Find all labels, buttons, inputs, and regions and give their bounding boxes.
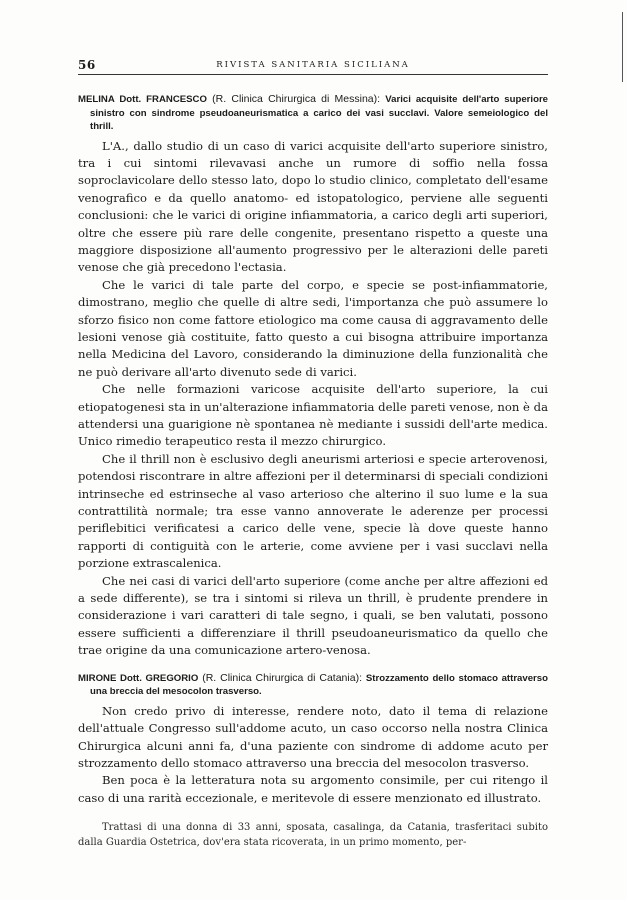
case-note: Trattasi di una donna di 33 anni, sposata, casalinga, da Catania, trasferitaci subito dalla Guardia Ostetrica, dov'era stata ricoverata, in un primo momento, per- [78,822,548,848]
running-head [78,58,548,75]
body-paragraph: Ben poca è la letteratura nota su argomento consimile, per cui ritengo il caso di una rarità eccezionale, e meritevole di essere menzionato ed illustrato. [78,773,548,805]
entry-author: MELINA Dott. FRANCESCO [78,94,207,105]
journal-page [78,58,548,850]
body-paragraph: Non credo privo di interesse, rendere noto, dato il tema di relazione dell'attuale Congresso sull'addome acuto, un caso occorso nella nostra Clinica Chirurgica alcuni anni fa, d'una paziente con sindrome di addome acuto per strozzamento dello stomaco attraverso una breccia del mesocolon trasverso. [78,703,548,770]
abstract-entry-mirone [78,672,548,807]
body-paragraph: Che le varici di tale parte del corpo, e specie se post-infiammatorie, dimostrano, meglio che quelle di altre sedi, l'importanza che può assumere lo sforzo fisico non come fattore etiologico ma come causa di aggravamento delle lesioni venose già costituite, fatto questo a cui bisogna attribuire importanza nella Medicina del Lavoro, considerando la diminuzione della funzionalità che ne può derivare all'arto divenuto sede di varici. [78,277,548,379]
body-paragraph: Che nei casi di varici dell'arto superiore (come anche per altre affezioni ed a sede differente), se tra i sintomi si rileva un thrill, è prudente prendere in considerazione i vari caratteri di tale segno, i quali, se ben valutati, possono essere sufficienti a differenziare il thrill pseudoaneurismatico da quello che trae origine da una comunicazione artero-venosa. [78,573,548,658]
journal-title: RIVISTA SANITARIA SICILIANA [216,60,410,70]
entry-affiliation: (R. Clinica Chirurgica di Catania): [198,671,366,684]
page-number: 56 [78,58,96,72]
entry-heading [78,93,548,134]
entry-heading [78,672,548,699]
entry-title: Varici acquisite dell'arto superiore sinistro con sindrome pseudoaneurismatica a carico dei vasi succlavi. Valore semeiologico del thrill. [90,94,549,132]
scan-edge-mark [622,12,623,82]
entry-author: MIRONE Dott. GREGORIO [78,672,199,684]
entry-affiliation: (R. Clinica Chirurgica di Messina): [206,93,386,105]
body-paragraph: Che il thrill non è esclusivo degli aneurismi arteriosi e specie arterovenosi, potendosi riscontrare in altre affezioni per il determinarsi di speciali condizioni intrinseche ed estrinseche al vaso arterioso che alterino il suo lume e la sua contrattilità normale; tra esse vanno annoverate le aderenze per processi periflebitici verificatesi a carico delle vene, specie là dove queste hanno rapporti di contiguità con le arterie, come avviene per i vasi succlavi nella porzione extrascalenica. [78,451,548,571]
entry-title: Strozzamento dello stomaco attraverso una breccia del mesocolon trasverso. [90,672,548,698]
body-paragraph: Che nelle formazioni varicose acquisite dell'arto superiore, la cui etiopatogenesi sta in un'alterazione infiammatoria delle pareti venose, non è da attendersi una guarigione nè spontanea nè mediante i sussidi dell'arte medica. Unico rimedio terapeutico resta il mezzo chirurgico. [78,382,548,449]
abstract-entry-melina [78,93,548,660]
body-paragraph: L'A., dallo studio di un caso di varici acquisite dell'arto superiore sinistro, tra i cui sintomi rilevavasi anche un rumore di soffio nella fossa soproclavicolare dello stesso lato, dopo lo studio clinico, completato dell'esame venografico e da quello anatomo- ed istopatologico, perviene alle seguenti conclusioni: che le varici di origine infiammatoria, a carico degli arti superiori, oltre che essere più rare delle congenite, presentano rispetto a queste una maggiore disposizione all'aumento progressivo per le alterazioni delle pareti venose che già precedono l'ectasia. [78,138,548,275]
